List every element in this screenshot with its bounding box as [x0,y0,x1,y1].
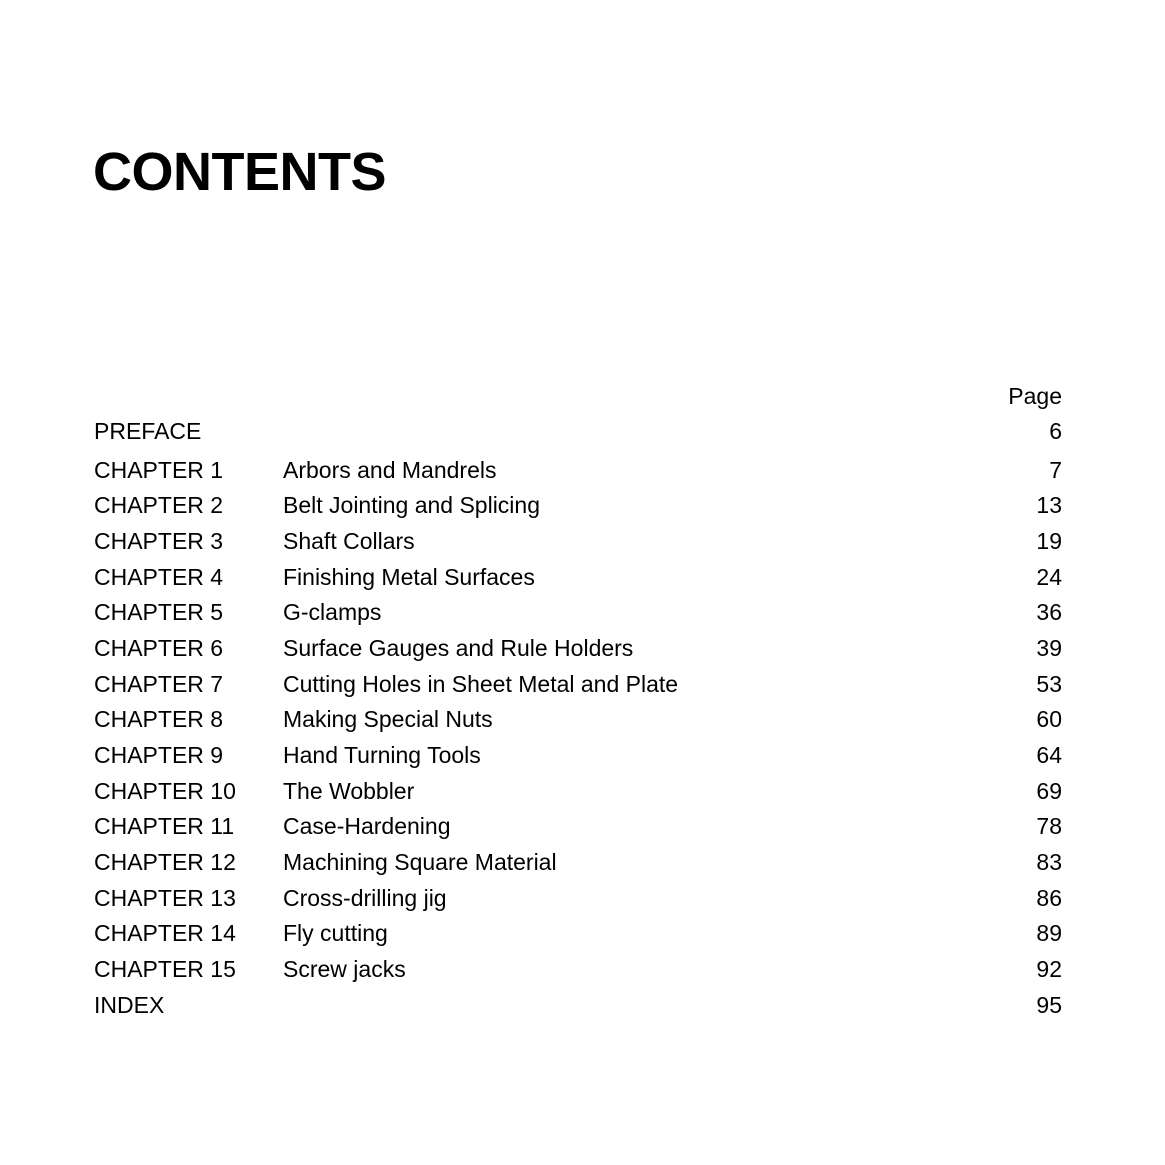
toc-label: CHAPTER 12 [94,849,236,875]
toc-title: Finishing Metal Surfaces [283,564,535,590]
toc-row-chapter-14 [94,918,1062,948]
page-title: CONTENTS [93,142,386,202]
toc-row-index [94,990,1062,1020]
toc-label: CHAPTER 13 [94,885,236,911]
toc-page-number: 86 [1036,885,1062,911]
toc-title: Cross-drilling jig [283,885,447,911]
toc-title: Surface Gauges and Rule Holders [283,635,634,661]
toc-page-number: 6 [1049,418,1062,444]
toc-row-chapter-13 [94,883,1062,913]
toc-page-number: 7 [1049,457,1062,483]
toc-page-number: 24 [1036,564,1062,590]
toc-row-chapter-8 [94,704,1062,734]
toc-page-number: 36 [1036,599,1062,625]
toc-title: Shaft Collars [283,528,415,554]
toc-title: The Wobbler [283,778,415,804]
toc-row-chapter-15 [94,954,1062,984]
toc-label: CHAPTER 1 [94,457,224,483]
toc-label: PREFACE [94,418,202,444]
toc-page-number: 95 [1036,992,1062,1018]
toc-page-number: 13 [1036,492,1062,518]
toc-row-chapter-6 [94,633,1062,663]
toc-label: CHAPTER 5 [94,599,224,625]
toc-label: CHAPTER 10 [94,778,236,804]
toc-title: Hand Turning Tools [283,742,481,768]
toc-page-number: 83 [1036,849,1062,875]
toc-label: CHAPTER 2 [94,492,224,518]
page-column-heading: Page [1008,383,1062,409]
toc-page-number: 19 [1036,528,1062,554]
toc-label: CHAPTER 8 [94,706,224,732]
toc-label: CHAPTER 4 [94,564,224,590]
toc-page-number: 60 [1036,706,1062,732]
toc-title: Screw jacks [283,956,406,982]
toc-page-number: 89 [1036,920,1062,946]
toc-row-chapter-12 [94,847,1062,877]
toc-row-chapter-9 [94,740,1062,770]
toc-title: Belt Jointing and Splicing [283,492,540,518]
toc-row-chapter-11 [94,811,1062,841]
toc-page-number: 92 [1036,956,1062,982]
toc-title: Case-Hardening [283,813,451,839]
toc-title: Arbors and Mandrels [283,457,497,483]
toc-page-number: 39 [1036,635,1062,661]
toc-row-chapter-7 [94,669,1062,699]
toc-title: Cutting Holes in Sheet Metal and Plate [283,671,679,697]
toc-title: Machining Square Material [283,849,557,875]
toc-page-number: 64 [1036,742,1062,768]
toc-row-chapter-10 [94,776,1062,806]
toc-page-number: 69 [1036,778,1062,804]
toc-label: CHAPTER 15 [94,956,236,982]
toc-title: Fly cutting [283,920,388,946]
toc-label: CHAPTER 7 [94,671,224,697]
toc-row-chapter-2 [94,490,1062,520]
toc-label: CHAPTER 14 [94,920,236,946]
toc-label: INDEX [94,992,165,1018]
toc-title: Making Special Nuts [283,706,493,732]
toc-row-chapter-3 [94,526,1062,556]
toc-row-chapter-1 [94,455,1062,485]
toc-row-preface [94,416,1062,446]
toc-title: G-clamps [283,599,382,625]
toc-label: CHAPTER 11 [94,813,235,839]
toc-row-chapter-5 [94,597,1062,627]
toc-label: CHAPTER 3 [94,528,224,554]
toc-page-number: 78 [1036,813,1062,839]
toc-label: CHAPTER 9 [94,742,224,768]
toc-page-number: 53 [1036,671,1062,697]
toc-row-chapter-4 [94,562,1062,592]
toc-label: CHAPTER 6 [94,635,224,661]
